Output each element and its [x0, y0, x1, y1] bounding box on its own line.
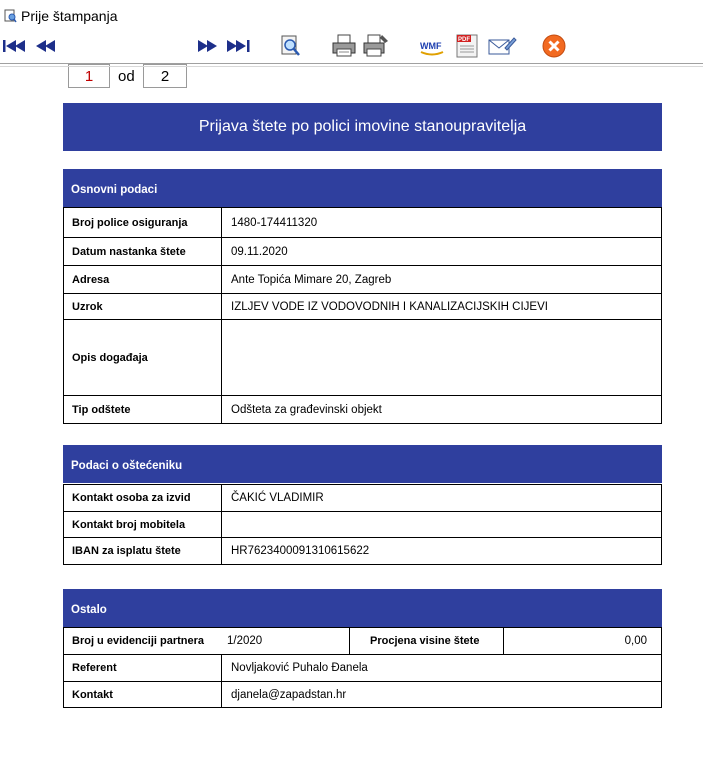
window-title: Prije štampanja: [21, 8, 118, 24]
estimate-value: 0,00: [624, 635, 647, 647]
table-row: [63, 484, 662, 512]
first-page-icon[interactable]: [2, 38, 28, 54]
row-label: Opis događaja: [64, 320, 222, 395]
row-label: Kontakt: [64, 682, 222, 707]
email-icon[interactable]: [487, 34, 517, 58]
row-value: 09.11.2020: [231, 245, 288, 258]
of-label: od: [118, 68, 135, 85]
close-icon[interactable]: [541, 33, 567, 59]
table-row: [63, 682, 662, 708]
table-row: [63, 538, 662, 565]
export-wmf-icon[interactable]: [418, 35, 446, 57]
section-heading-basic: Osnovni podaci: [63, 169, 662, 207]
export-pdf-icon[interactable]: [455, 33, 479, 59]
row-value: ČAKIĆ VLADIMIR: [231, 492, 324, 504]
table-row: [63, 627, 662, 655]
row-value: Ante Topića Mimare 20, Zagreb: [231, 273, 392, 286]
row-label: IBAN za isplatu štete: [64, 538, 222, 564]
row-value: 1480-174411320: [231, 216, 318, 229]
row-value: [224, 512, 661, 537]
total-pages-box: 2: [143, 64, 187, 88]
table-row: [63, 238, 662, 266]
row-label: Datum nastanka štete: [64, 238, 222, 265]
row-value: IZLJEV VODE IZ VODOVODNIH I KANALIZACIJSKIH CIJEVI: [231, 300, 548, 313]
row-label: Kontakt osoba za izvid: [64, 485, 222, 511]
table-row: [63, 207, 662, 238]
row-value: HR7623400091310615622: [231, 545, 370, 557]
row-value: djanela@zapadstan.hr: [231, 688, 347, 701]
row-label: Broj u evidenciji partnera: [72, 635, 205, 647]
row-label: Broj police osiguranja: [64, 208, 222, 237]
svg-text:PDF: PDF: [458, 37, 470, 43]
table-row: [63, 512, 662, 538]
report-title: Prijava štete po polici imovine stanoupravitelja: [63, 103, 662, 151]
row-value: Novljaković Puhalo Đanela: [231, 662, 368, 674]
row-label: Kontakt broj mobitela: [64, 512, 222, 537]
print-icon[interactable]: [331, 33, 357, 59]
print-setup-icon[interactable]: [362, 33, 390, 59]
next-page-icon[interactable]: [195, 38, 221, 54]
table-row: [63, 266, 662, 294]
row-label: Tip odštete: [64, 396, 222, 423]
section-heading-damaged-party: Podaci o oštećeniku: [63, 445, 662, 483]
table-row: [63, 320, 662, 396]
toolbar: [0, 30, 703, 85]
row-value: Odšteta za građevinski objekt: [231, 403, 382, 416]
section-heading-other: Ostalo: [63, 589, 662, 627]
last-page-icon[interactable]: [225, 38, 253, 54]
row-label: Uzrok: [64, 294, 222, 319]
toolbar-divider-shadow: [0, 66, 703, 67]
prev-page-icon[interactable]: [34, 38, 60, 54]
toolbar-divider: [0, 63, 703, 64]
svg-text:WMF: WMF: [420, 41, 442, 51]
table-row: [63, 294, 662, 320]
zoom-icon[interactable]: [279, 34, 303, 58]
row-label: Referent: [64, 655, 222, 681]
title-bar: [0, 0, 703, 30]
row-label: Adresa: [64, 266, 222, 293]
estimate-label: Procjena visine štete: [349, 628, 504, 654]
table-row: [63, 655, 662, 682]
print-preview-app-icon: [3, 9, 17, 23]
table-row: [63, 396, 662, 424]
partner-number-value: 1/2020: [227, 635, 263, 647]
current-page-input[interactable]: 1: [68, 64, 110, 88]
row-value: [224, 320, 661, 395]
